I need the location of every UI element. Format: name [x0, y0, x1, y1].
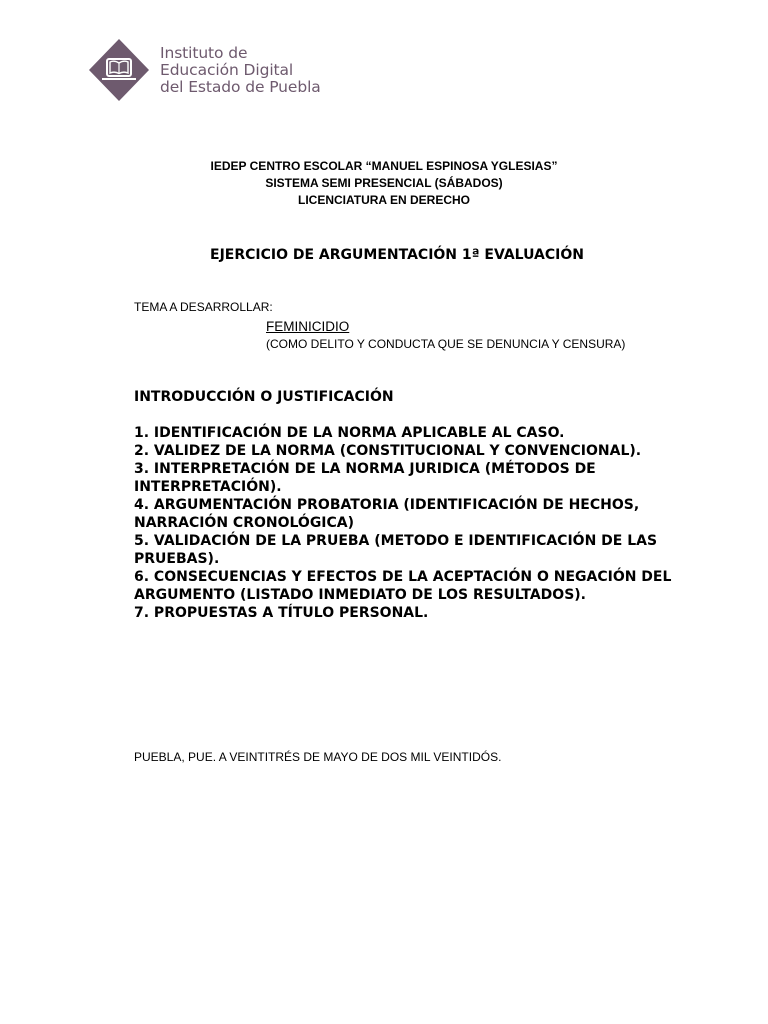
degree-name: LICENCIATURA EN DERECHO	[297, 193, 470, 207]
list-item: 5. VALIDACIÓN DE LA PRUEBA (METODO E IDENTIFICACIÓN DE LAS PRUEBAS).	[134, 533, 658, 567]
list-item: 7. PROPUESTAS A TÍTULO PERSONAL.	[134, 605, 429, 621]
document-header	[0, 158, 768, 209]
introduction-heading: INTRODUCCIÓN O JUSTIFICACIÓN	[134, 389, 394, 405]
list-item: 6. CONSECUENCIAS Y EFECTOS DE LA ACEPTACIÓN O NEGACIÓN DEL ARGUMENTO (LISTADO INMEDIATO DE LOS RESULTADOS).	[134, 569, 672, 603]
school-name: IEDEP CENTRO ESCOLAR “MANUEL ESPINOSA YGLESIAS”	[210, 159, 558, 173]
topic-name: FEMINICIDIO	[266, 319, 350, 334]
system-name: SISTEMA SEMI PRESENCIAL (SÁBADOS)	[265, 176, 503, 190]
topic-description: (COMO DELITO Y CONDUCTA QUE SE DENUNCIA Y CENSURA)	[266, 337, 626, 351]
topic-label: TEMA A DESARROLLAR:	[134, 300, 273, 314]
exercise-title: EJERCICIO DE ARGUMENTACIÓN 1ª EVALUACIÓN	[210, 247, 584, 263]
book-screen-diamond-icon	[88, 38, 150, 102]
list-item: 4. ARGUMENTACIÓN PROBATORIA (IDENTIFICACIÓN DE HECHOS, NARRACIÓN CRONOLÓGICA)	[134, 497, 640, 531]
list-item: 3. INTERPRETACIÓN DE LA NORMA JURIDICA (MÉTODOS DE INTERPRETACIÓN).	[134, 461, 596, 495]
closing-date-line: PUEBLA, PUE. A VEINTITRÉS DE MAYO DE DOS MIL VEINTIDÓS.	[134, 750, 502, 764]
institution-name-line: Instituto de	[160, 43, 248, 62]
institution-name-line: Educación Digital	[160, 60, 294, 79]
institution-logo	[88, 38, 321, 102]
list-item: 2. VALIDEZ DE LA NORMA (CONSTITUCIONAL Y CONVENCIONAL).	[134, 443, 642, 459]
sections-block	[134, 388, 674, 622]
list-item: 1. IDENTIFICACIÓN DE LA NORMA APLICABLE AL CASO.	[134, 425, 565, 441]
institution-name	[160, 45, 321, 96]
requirements-list	[134, 424, 674, 622]
institution-name-line: del Estado de Puebla	[160, 77, 321, 96]
